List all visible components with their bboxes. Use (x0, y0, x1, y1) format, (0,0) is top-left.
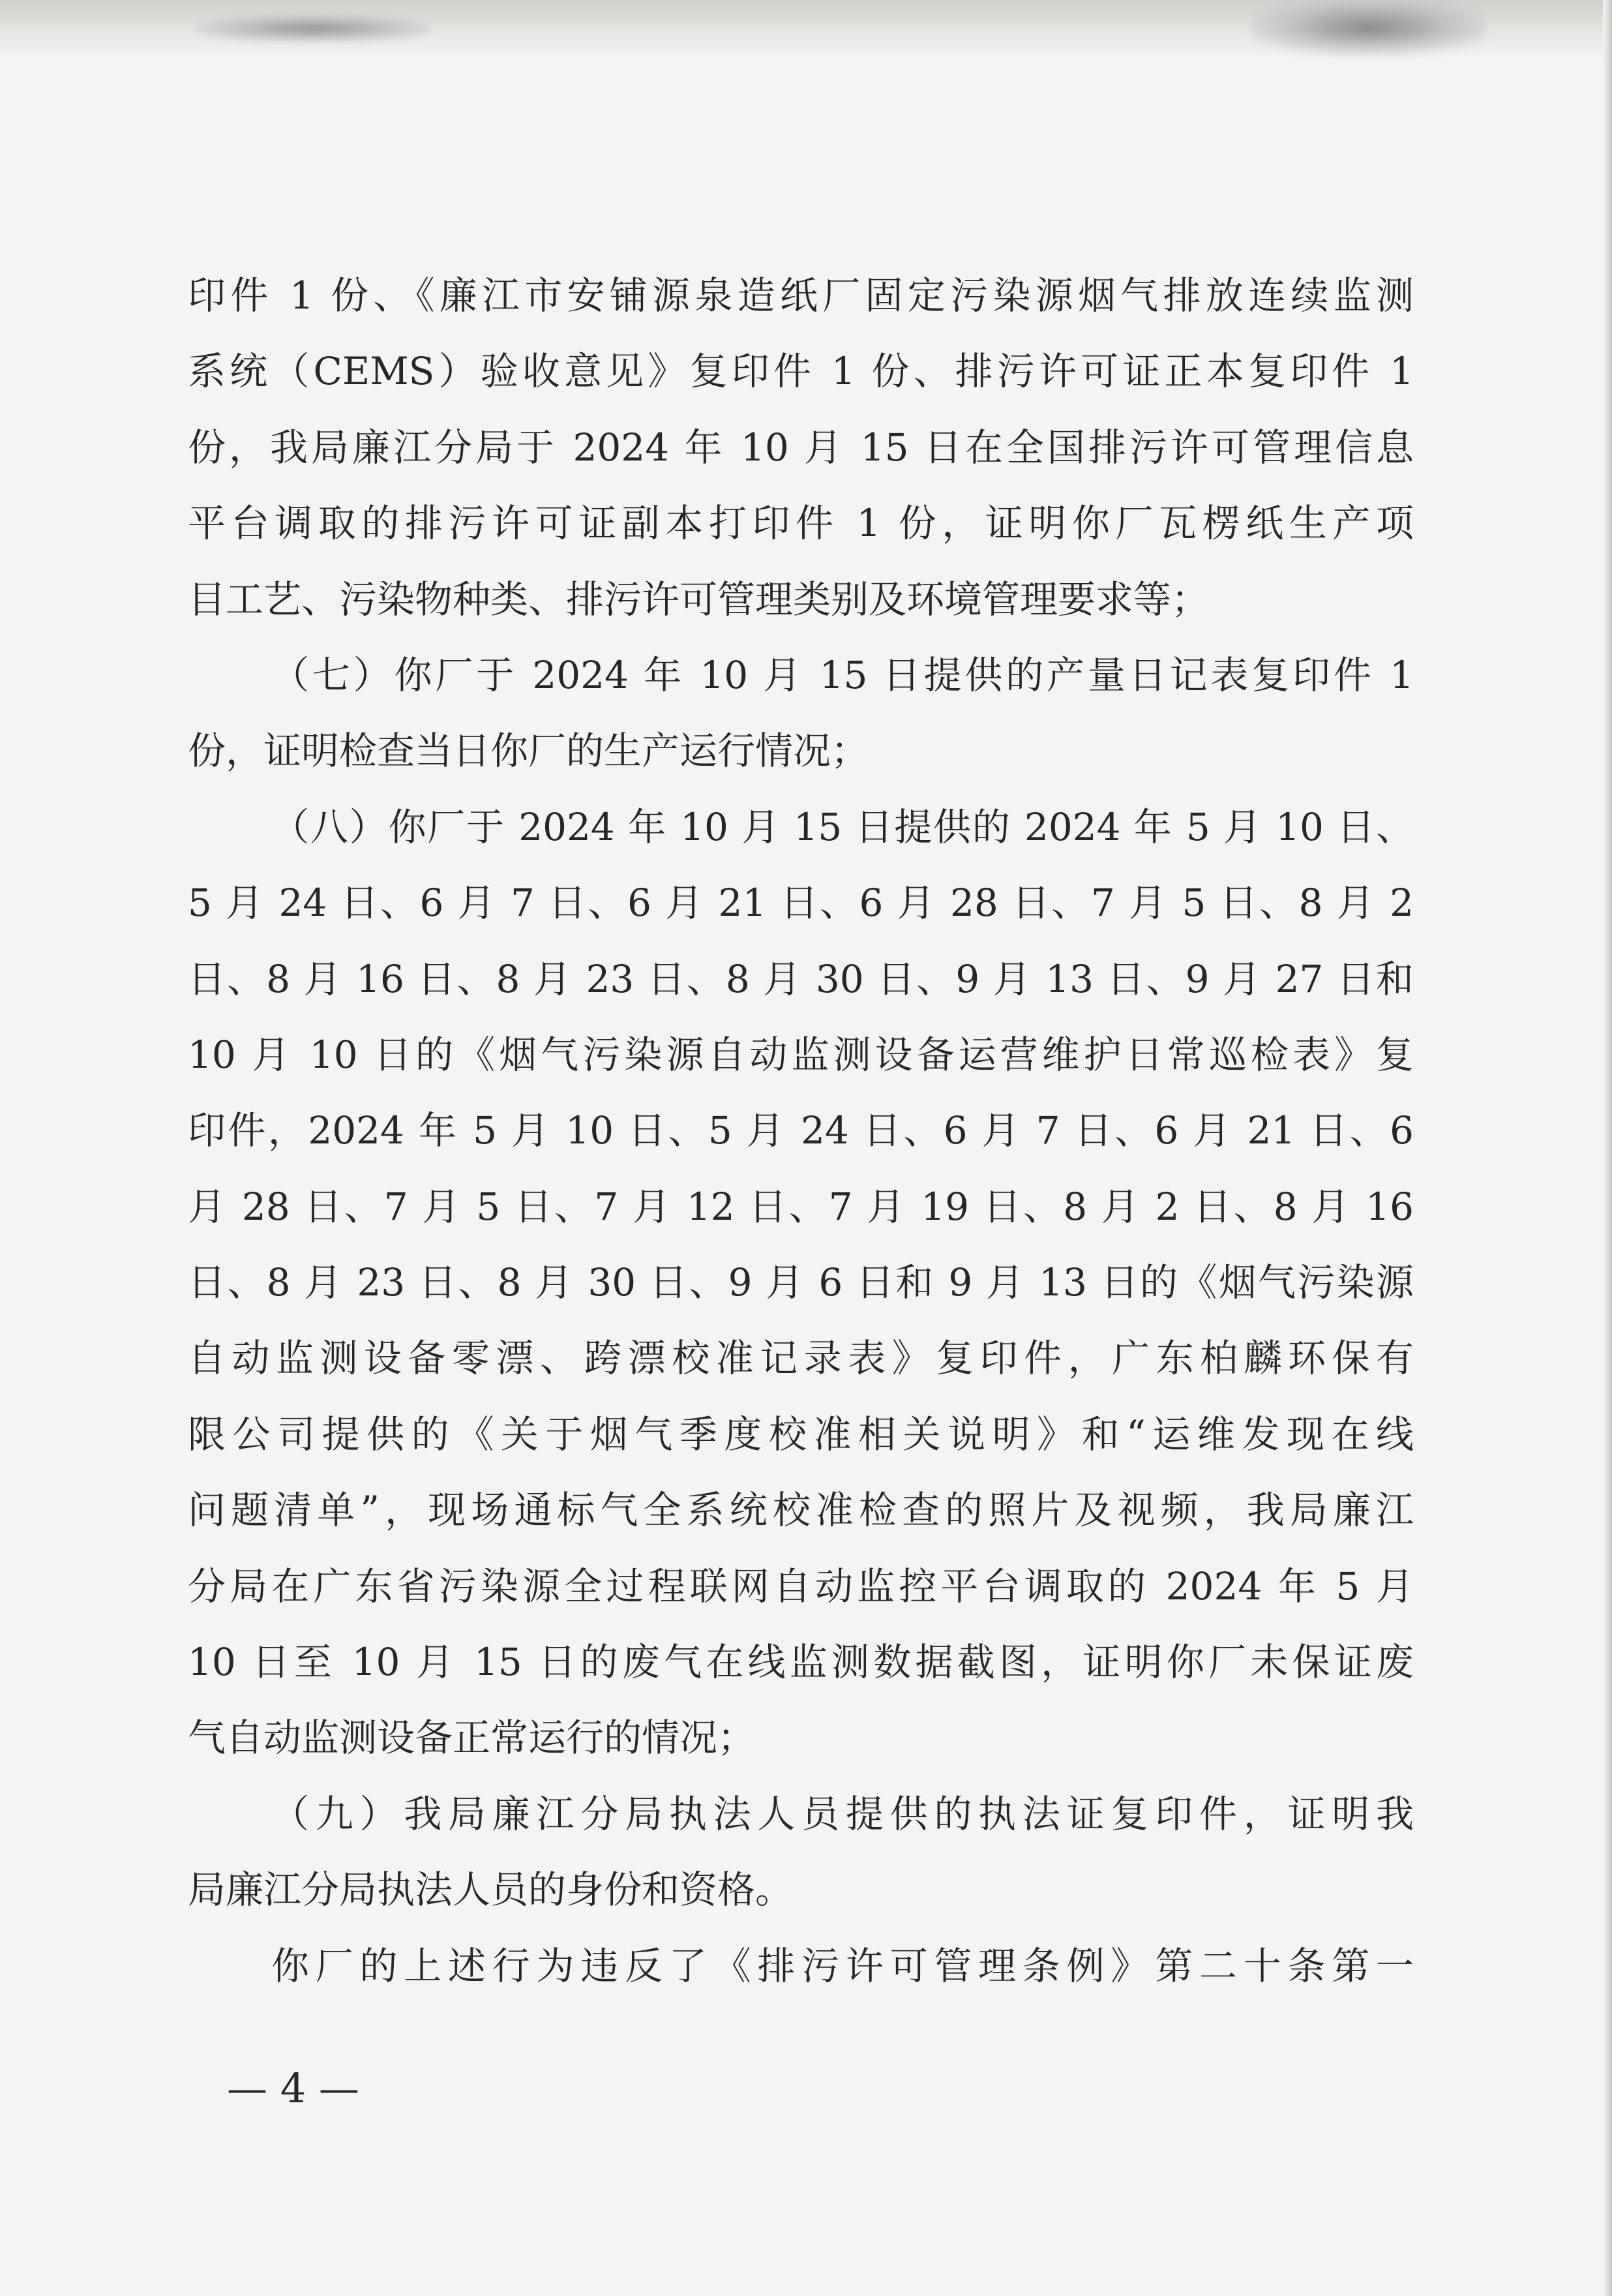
document-body (188, 258, 1414, 2004)
scan-smudge-right (1252, 0, 1487, 56)
text-line: 问题清单”，现场通标气全系统校准检查的照片及视频，我局廉江 (188, 1488, 1414, 1533)
text-line: 平台调取的排污许可证副本打印件 1 份，证明你厂瓦楞纸生产项 (188, 501, 1414, 546)
text-line: 系统（CEMS）验收意见》复印件 1 份、排污许可证正本复印件 1 (188, 349, 1414, 394)
text-line: 分局在广东省污染源全过程联网自动监控平台调取的 2024 年 5 月 (188, 1563, 1414, 1609)
text-line: 限公司提供的《关于烟气季度校准相关说明》和“运维发现在线 (188, 1412, 1414, 1457)
text-line: （七）你厂于 2024 年 10 月 15 日提供的产量日记表复印件 1 (271, 652, 1414, 697)
text-line: 10 月 10 日的《烟气污染源自动监测设备运营维护日常巡检表》复 (188, 1032, 1414, 1077)
text-line: 印件，2024 年 5 月 10 日、5 月 24 日、6 月 7 日、6 月 21 日、6 (188, 1108, 1414, 1153)
text-line: 份，我局廉江分局于 2024 年 10 月 15 日在全国排污许可管理信息 (188, 425, 1414, 470)
text-line: 目工艺、污染物种类、排污许可管理类别及环境管理要求等； (188, 577, 1210, 622)
text-line: 印件 1 份、《廉江市安铺源泉造纸厂固定污染源烟气排放连续监测 (188, 273, 1414, 318)
text-line: 自动监测设备零漂、跨漂校准记录表》复印件，广东柏麟环保有 (188, 1336, 1414, 1381)
text-line: 日、8 月 16 日、8 月 23 日、8 月 30 日、9 月 13 日、9 月 27 日和 (188, 956, 1414, 1001)
text-line: 日、8 月 23 日、8 月 30 日、9 月 6 日和 9 月 13 日的《烟气污染源 (188, 1260, 1414, 1305)
text-line: （八）你厂于 2024 年 10 月 15 日提供的 2024 年 5 月 10 日、 (271, 804, 1414, 849)
page-number: — 4 — (227, 2064, 359, 2112)
text-line: 气自动监测设备正常运行的情况； (188, 1715, 756, 1760)
scan-right-edge (1603, 0, 1612, 2296)
text-line: 你厂的上述行为违反了《排污许可管理条例》第二十条第一 (271, 1943, 1414, 1988)
text-line: 局廉江分局执法人员的身份和资格。 (188, 1867, 794, 1912)
scan-smudge-left (196, 14, 430, 43)
text-line: 10 日至 10 月 15 日的废气在线监测数据截图，证明你厂未保证废 (188, 1640, 1414, 1685)
text-line: 月 28 日、7 月 5 日、7 月 12 日、7 月 19 日、8 月 2 日、8 月 16 (188, 1184, 1414, 1229)
text-line: （九）我局廉江分局执法人员提供的执法证复印件，证明我 (271, 1791, 1414, 1836)
text-line: 5 月 24 日、6 月 7 日、6 月 21 日、6 月 28 日、7 月 5 日、8 月 2 (188, 881, 1414, 926)
text-line: 份，证明检查当日你厂的生产运行情况； (188, 729, 869, 774)
